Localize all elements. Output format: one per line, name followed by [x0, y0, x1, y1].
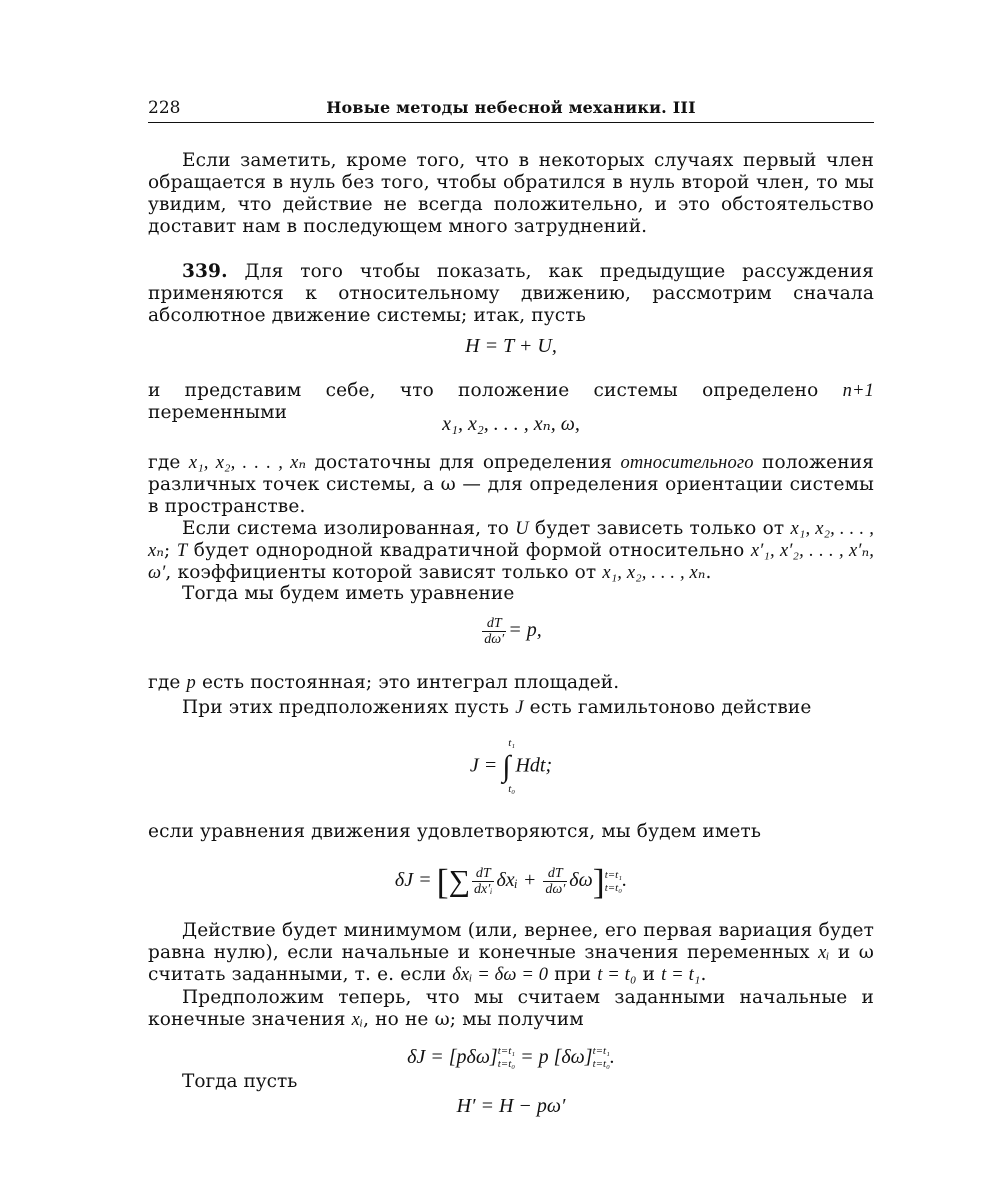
- paragraph-9: если уравнения движения удовлетворяются, мы будем иметь: [148, 821, 762, 842]
- text-fragment: достаточны для определения: [306, 452, 621, 473]
- running-title: Новые методы небесной механики. III: [326, 98, 696, 117]
- fraction-numerator: dT: [472, 866, 495, 882]
- text-fragment: есть постоянная; это интеграл площадей.: [195, 672, 620, 693]
- equation-hamiltonian: H = T + U,: [465, 335, 557, 357]
- math-inline: x₁, x₂, . . . , xₙ: [148, 519, 874, 561]
- math-inline: xᵢ: [351, 1010, 364, 1030]
- paragraph-6: Тогда мы будем иметь уравнение: [182, 583, 515, 604]
- integral-lower-limit: t₀: [508, 783, 516, 795]
- fraction: [543, 866, 567, 897]
- text-fragment: и представим себе, что положение системы определено: [148, 380, 843, 401]
- equation-lhs: δJ =: [394, 869, 432, 892]
- math-inline: t = t₀: [597, 965, 637, 985]
- text-fragment: будет зависеть только от: [528, 518, 791, 539]
- math-inline: xᵢ: [818, 943, 830, 963]
- text-fragment: и ω считать заданными, т. е. если: [148, 942, 874, 985]
- upper-limit: t=t₁: [592, 1045, 610, 1058]
- equation-area-integral: [148, 616, 874, 647]
- equation-rhs: = p,: [508, 619, 542, 642]
- equation-lhs: δJ = [pδω]: [407, 1046, 498, 1068]
- text-fragment: при: [548, 964, 598, 985]
- text-fragment: .: [705, 562, 712, 583]
- right-bracket: ]: [592, 861, 605, 902]
- sum-sign: ∑: [448, 864, 470, 898]
- equation-variation-bound: [148, 1045, 874, 1071]
- paragraph-5: [148, 518, 874, 584]
- fraction-numerator: dT: [543, 866, 567, 882]
- left-bracket: [: [436, 861, 449, 902]
- upper-limit: t=t₁: [604, 868, 623, 881]
- paragraph-339-text: Для того чтобы показать, как предыдущие рассуждения применяются к относительному движению, рассмотрим сначала абсолютное движение системы; итак, пусть: [148, 261, 874, 326]
- integral-upper-limit: t₁: [508, 737, 516, 749]
- text-fragment: , но не ω; мы получим: [363, 1009, 584, 1030]
- text-fragment: где: [148, 452, 189, 473]
- paragraph-12: Тогда пусть: [182, 1071, 298, 1092]
- lower-limit: t=t₀: [497, 1058, 516, 1071]
- paragraph-4: [148, 452, 874, 518]
- text-fragment: ;: [164, 540, 177, 561]
- math-inline: x₁, x₂, . . . , xₙ: [602, 563, 706, 583]
- math-inline: x₁, x₂, . . . , xₙ: [188, 453, 307, 473]
- lower-limit: t=t₀: [604, 881, 623, 894]
- page-number: 228: [148, 98, 181, 118]
- math-inline: T: [176, 541, 188, 561]
- text-fragment: положения различных точек системы, а ω — для определения ориентации системы в пространстве.: [148, 452, 874, 517]
- period: .: [609, 1046, 615, 1068]
- section-number: 339.: [182, 261, 228, 282]
- equation-lhs: J =: [469, 754, 498, 777]
- equation-variables: x₁, x₂, . . . , xₙ, ω,: [442, 413, 580, 435]
- paragraph-8: [148, 697, 874, 719]
- fraction-denominator: dω′: [545, 882, 566, 897]
- text-fragment: Предположим теперь, что мы считаем заданными начальные и конечные значения: [148, 987, 874, 1030]
- equation-modified-hamiltonian: H′ = H − pω′: [456, 1095, 566, 1117]
- paragraph-1: Если заметить, кроме того, что в некоторых случаях первый член обращается в нуль без того, чтобы обратился в нуль второй член, то мы увидим, что действие не всегда положительно, и это обстоятельство доставит нам в последующем много затруднений.: [148, 150, 874, 237]
- math-inline: δxᵢ = δω = 0: [452, 965, 549, 985]
- math-inline: n+1: [842, 381, 874, 401]
- integrand: Hdt;: [515, 754, 553, 777]
- text-fragment: переменными: [148, 402, 288, 423]
- fraction: [482, 616, 506, 647]
- text-fragment: и: [636, 964, 662, 985]
- paragraph-11: [148, 987, 874, 1031]
- math-inline: U: [515, 519, 529, 539]
- fraction-numerator: dT: [482, 616, 506, 632]
- equation-variation: [148, 861, 874, 902]
- text-fragment: Действие будет минимумом (или, вернее, его первая вариация будет равна нулю), если начальные и конечные значения переменных: [148, 920, 874, 963]
- term: δω: [569, 869, 593, 892]
- bracket-limits: [593, 1045, 610, 1071]
- paragraph-7: [148, 672, 874, 694]
- period: .: [622, 869, 628, 892]
- emphasis: относительного: [620, 453, 754, 473]
- math-inline: p: [186, 673, 196, 693]
- text-fragment: .: [700, 964, 707, 985]
- text-fragment: , коэффициенты которой зависят только от: [165, 562, 603, 583]
- equation-middle: = p [δω]: [520, 1046, 593, 1068]
- paragraph-339: [148, 261, 874, 327]
- text-fragment: где: [148, 672, 187, 693]
- upper-limit: t=t₁: [497, 1045, 516, 1058]
- text-fragment: Если система изолированная, то: [182, 518, 516, 539]
- term: δxᵢ +: [496, 869, 537, 892]
- page-header: [148, 98, 874, 123]
- text-fragment: есть гамильтоново действие: [523, 697, 812, 718]
- bracket-limits: [498, 1045, 515, 1071]
- equation-action: [148, 737, 874, 795]
- fraction: [472, 866, 495, 897]
- bracket-limits: [605, 869, 622, 895]
- math-inline: t = t₁: [661, 965, 701, 985]
- paragraph-10: [148, 920, 874, 986]
- math-inline: x′₁, x′₂, . . . , x′ₙ, ω′: [148, 541, 874, 583]
- lower-limit: t=t₀: [592, 1058, 610, 1071]
- fraction-denominator: dω′: [484, 632, 505, 647]
- text-fragment: будет однородной квадратичной формой относительно: [187, 540, 751, 561]
- math-inline: J: [515, 698, 524, 718]
- text-fragment: При этих предположениях пусть: [182, 697, 516, 718]
- integral-sign: ∫ t₁ t₀: [502, 737, 516, 795]
- fraction-denominator: dx′ᵢ: [473, 882, 493, 897]
